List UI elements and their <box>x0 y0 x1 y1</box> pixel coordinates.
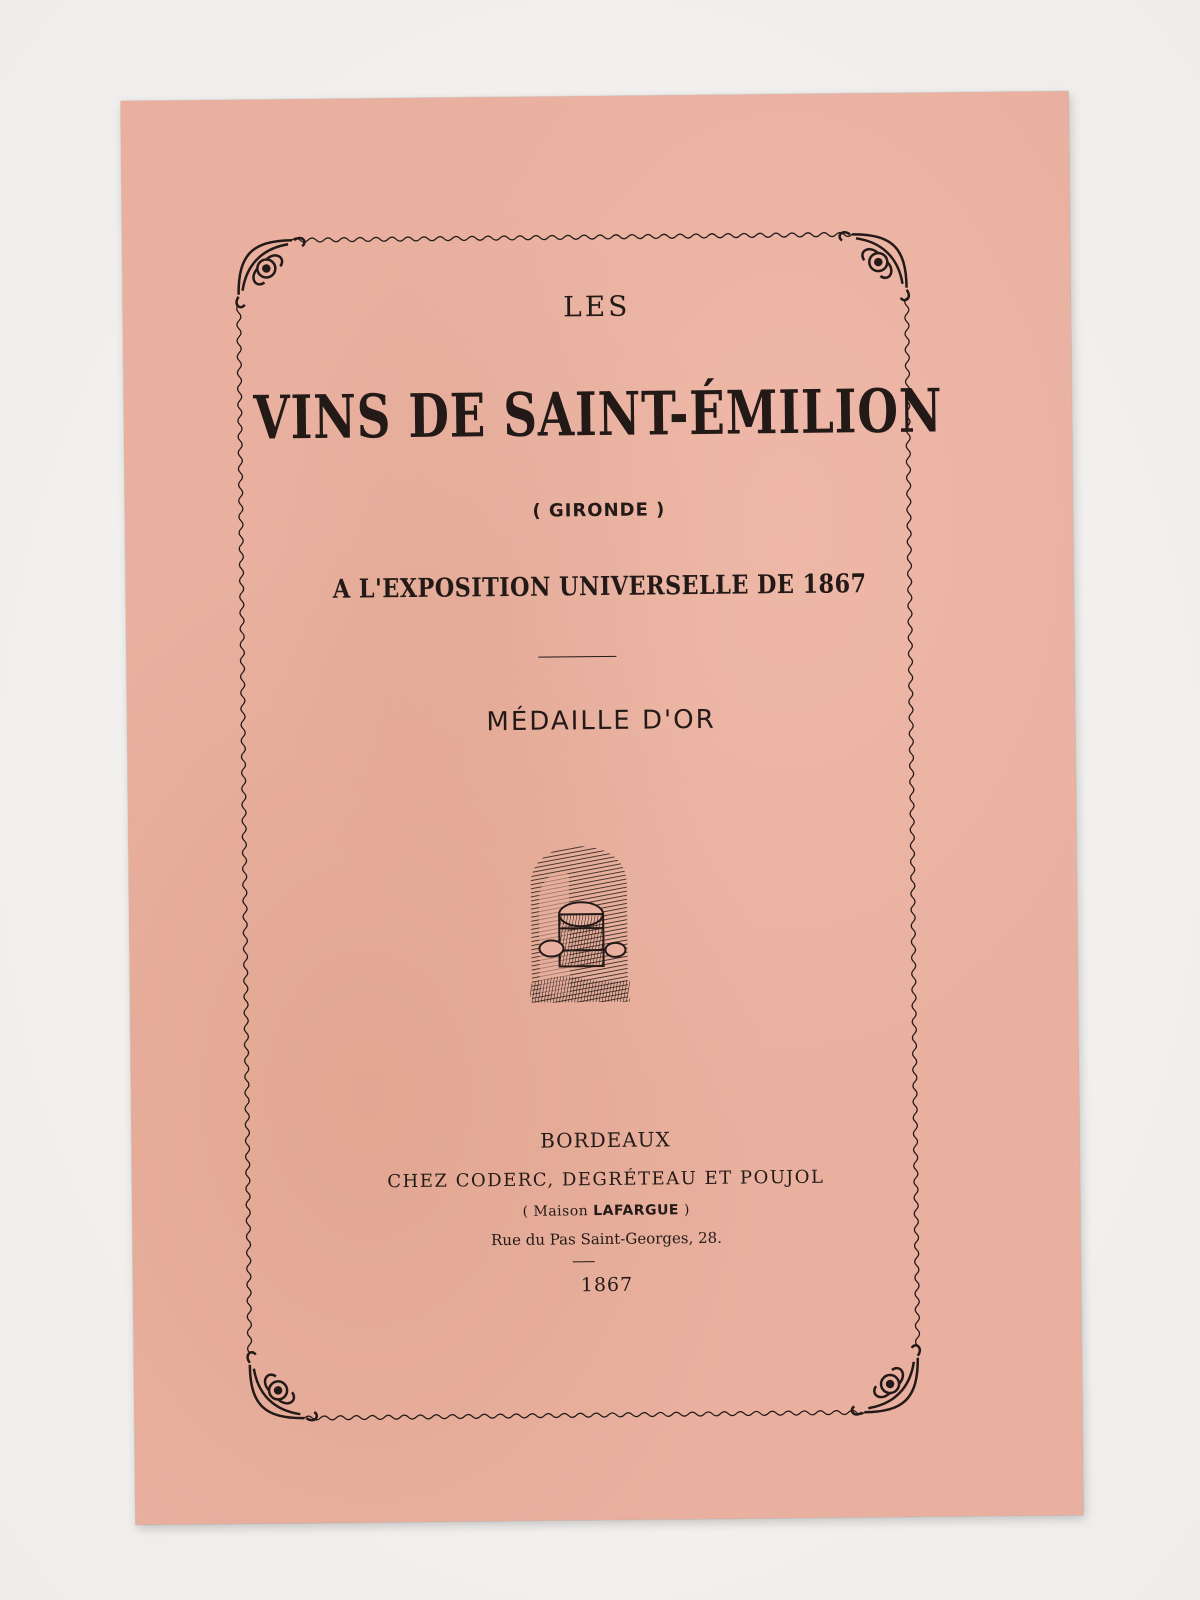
imprint-city: BORDEAUX <box>539 1127 671 1153</box>
region-subtitle: ( GIRONDE ) <box>532 499 666 522</box>
imprint-publisher: CHEZ CODERC, DEGRÉTEAU ET POUJOL <box>387 1166 825 1193</box>
pamphlet-cover <box>121 91 1084 1525</box>
corner-ornament-bottom-left <box>248 1352 317 1421</box>
imprint-house-suffix: ) <box>678 1202 690 1219</box>
imprint-year: 1867 <box>580 1273 634 1297</box>
exhibition-line: A L'EXPOSITION UNIVERSELLE DE 1867 <box>332 569 867 605</box>
imprint-house-prefix: ( Maison <box>522 1203 594 1220</box>
imprint-house-name: LAFARGUE <box>593 1202 680 1220</box>
imprint-address: Rue du Pas Saint-Georges, 28. <box>490 1228 723 1250</box>
award-line: MÉDAILLE D'OR <box>486 704 716 738</box>
corner-ornament-bottom-right <box>851 1345 920 1414</box>
wine-cellar-engraving <box>524 844 634 1003</box>
main-title: VINS DE SAINT-ÉMILION <box>253 376 943 454</box>
title-article: LES <box>562 289 631 324</box>
